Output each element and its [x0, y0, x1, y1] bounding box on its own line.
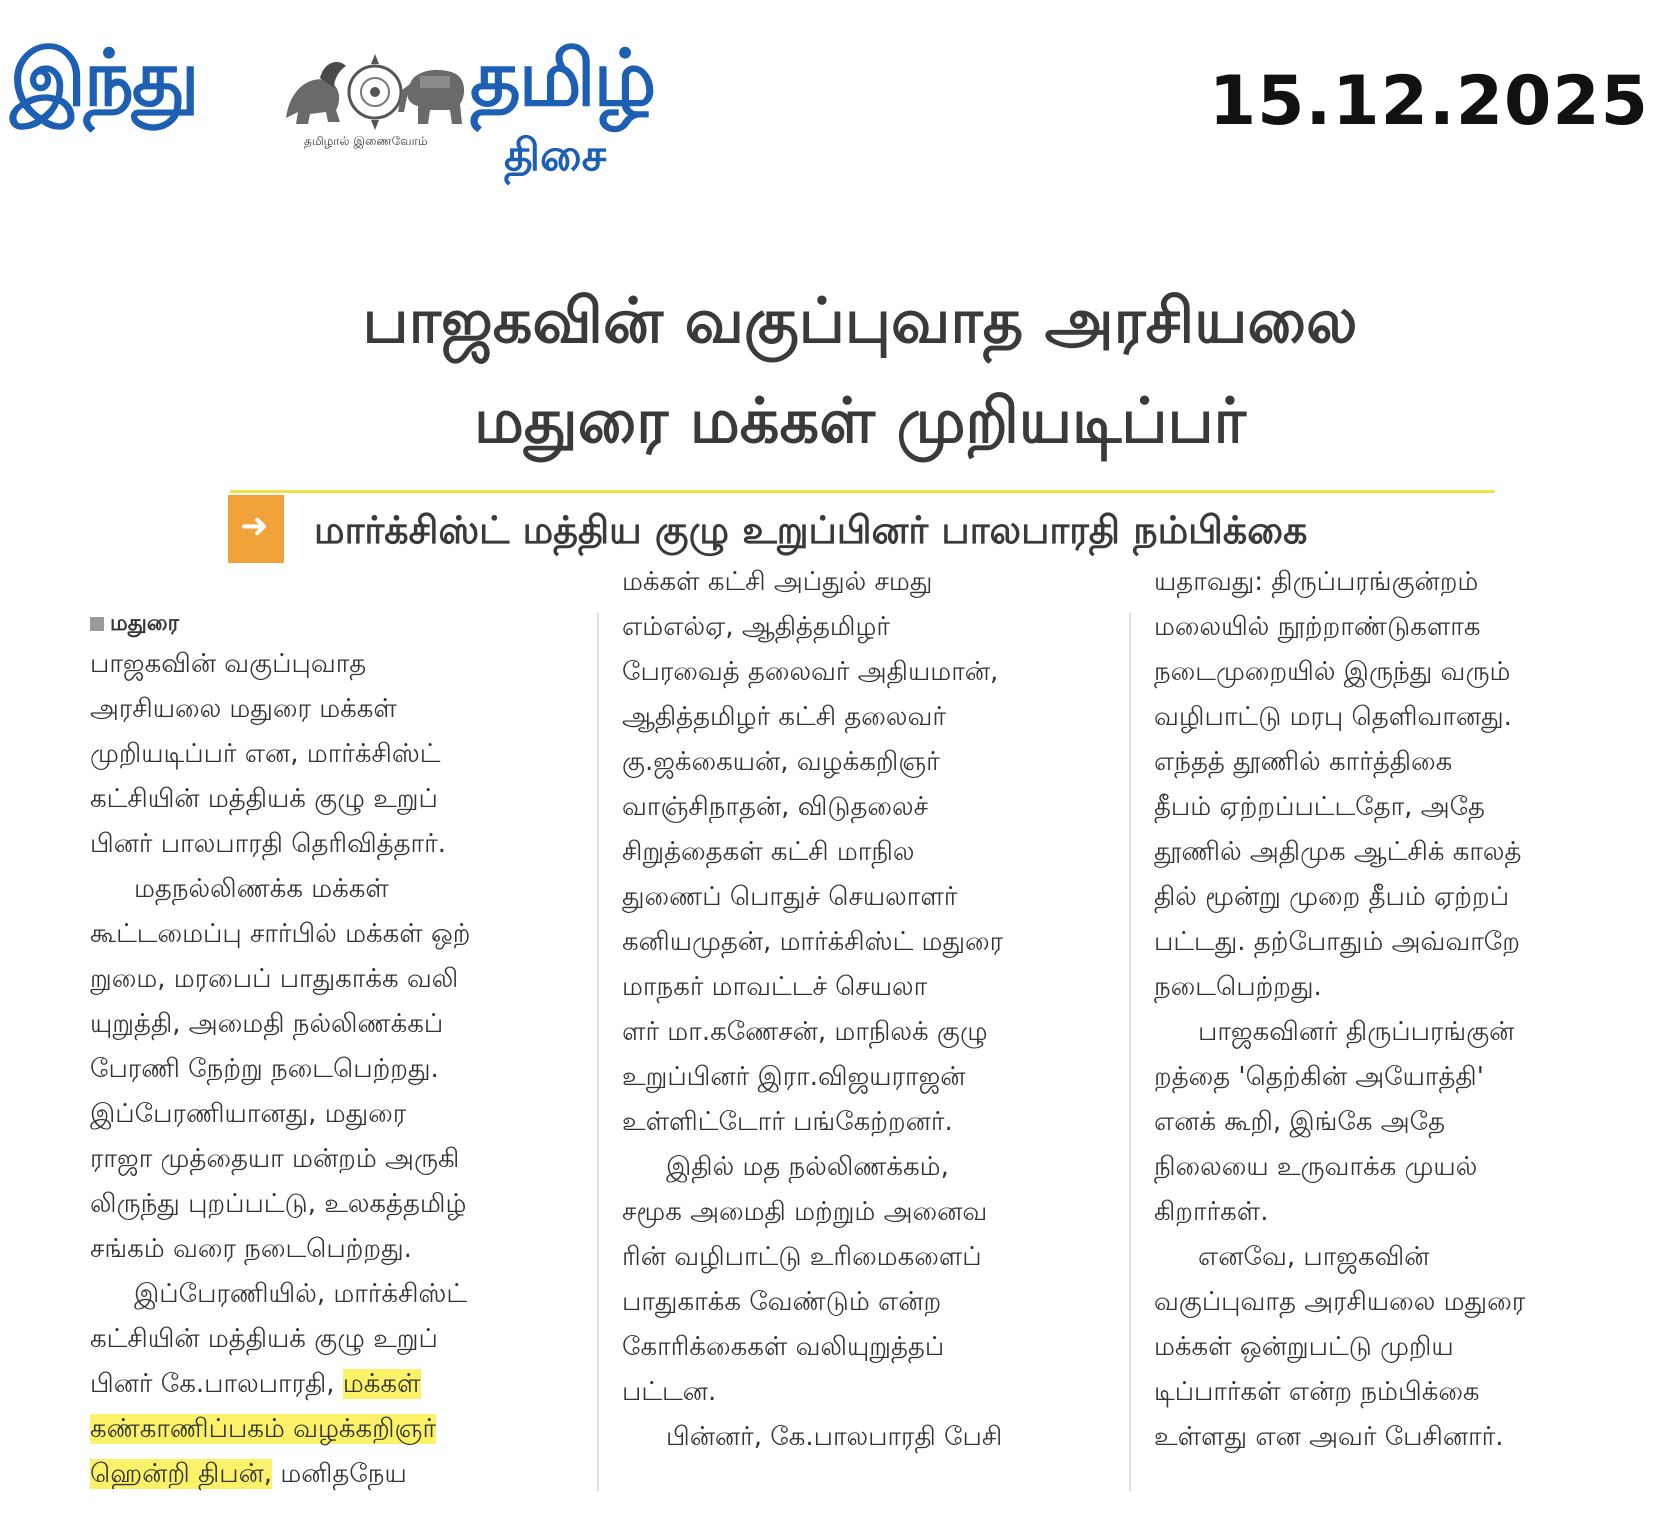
headline-line-1: பாஜகவின் வகுப்புவாத அரசியலை — [362, 284, 1358, 357]
text-line: சிறுத்தைகள் கட்சி மாநில — [622, 837, 915, 867]
dateline: மதுரை — [90, 606, 572, 642]
text-line: உள்ளது என அவர் பேசினார். — [1154, 1422, 1504, 1452]
text-line: நிலையை உருவாக்க முயல் — [1154, 1152, 1478, 1182]
masthead-title-word: இந்து — [10, 34, 198, 124]
text-line: வாஞ்சிநாதன், விடுதலைச் — [622, 792, 929, 822]
text-line: கிறார்கள். — [1154, 1197, 1269, 1227]
text-line: கோரிக்கைகள் வலியுறுத்தப் — [622, 1332, 945, 1362]
text-line: நடைபெற்றது. — [1154, 972, 1322, 1002]
text-line: தில் மூன்று முறை தீபம் ஏற்றப் — [1154, 882, 1510, 912]
text-line: மாநகர் மாவட்டச் செயலா — [622, 972, 928, 1002]
text-line: ஆதித்தமிழர் கட்சி தலைவர் — [622, 702, 946, 732]
text-line: பட்டன. — [622, 1377, 717, 1407]
subhead-arrow-icon: ➜ — [228, 495, 284, 563]
text-line: பாஜகவின் வகுப்புவாத — [90, 649, 367, 679]
text-line: நடைமுறையில் இருந்து வரும் — [1154, 657, 1511, 687]
text-line: பட்டது. தற்போதும் அவ்வாறே — [1154, 927, 1520, 957]
highlighted-text: கண்காணிப்பகம் வழக்கறிஞர் — [90, 1414, 437, 1444]
text-line: ஹென்றி திபன், மனிதநேய — [90, 1459, 407, 1489]
text-line: மதநல்லிணக்க மக்கள் — [134, 874, 389, 904]
text-line: வழிபாட்டு மரபு தெளிவானது. — [1154, 702, 1512, 732]
text-line: மக்கள் ஒன்றுபட்டு முறிய — [1154, 1332, 1454, 1362]
text-line — [90, 1407, 572, 1452]
text-line: எனக் கூறி, இங்கே அதே — [1154, 1107, 1446, 1137]
article-column-2 — [622, 560, 1104, 1460]
text-line: றத்தை 'தெற்கின் அயோத்தி' — [1154, 1062, 1484, 1092]
text-line: கு.ஜக்கையன், வழக்கறிஞர் — [622, 747, 940, 777]
text-line: எனவே, பாஜகவின் — [1198, 1242, 1430, 1272]
text-line: இதில் மத நல்லிணக்கம், — [666, 1152, 949, 1182]
highlighted-text: மக்கள் — [342, 1369, 421, 1399]
column-divider — [597, 612, 599, 1492]
text-line: எம்எல்ஏ, ஆதித்தமிழர் — [622, 612, 890, 642]
text-line: இப்பேரணியில், மார்க்சிஸ்ட் — [134, 1279, 468, 1309]
text-line: டிப்பார்கள் என்ற நம்பிக்கை — [1154, 1377, 1480, 1407]
text-line: ரின் வழிபாட்டு உரிமைகளைப் — [622, 1242, 982, 1272]
text-line: வகுப்புவாத அரசியலை மதுரை — [1154, 1287, 1526, 1317]
text-line: முறியடிப்பர் என, மார்க்சிஸ்ட் — [90, 739, 441, 769]
masthead — [10, 30, 710, 180]
text-line: சமூக அமைதி மற்றும் அனைவ — [622, 1197, 988, 1227]
text-line: அரசியலை மதுரை மக்கள் — [90, 694, 397, 724]
text-line: கட்சியின் மத்தியக் குழு உறுப் — [90, 784, 438, 814]
text-line: றுமை, மரபைப் பாதுகாக்க வலி — [90, 964, 459, 994]
text-line: பேரணி நேற்று நடைபெற்றது. — [90, 1054, 439, 1084]
text-line: ராஜா முத்தையா மன்றம் அருகி — [90, 1144, 460, 1174]
text-line: இப்பேரணியானது, மதுரை — [90, 1099, 407, 1129]
masthead-tagline: தமிழால் இணைவோம் — [304, 134, 428, 148]
headline-rule — [230, 490, 1495, 493]
text-line: மக்கள் கட்சி அப்துல் சமது — [622, 567, 933, 597]
text-line: தூணில் அதிமுக ஆட்சிக் காலத் — [1154, 837, 1522, 867]
subheadline: மார்க்சிஸ்ட் மத்திய குழு உறுப்பினர் பாலபாரதி நம்பிக்கை — [314, 508, 1308, 552]
text-line: பாதுகாக்க வேண்டும் என்ற — [622, 1287, 942, 1317]
text-line: பேரவைத் தலைவர் அதியமான், — [622, 657, 999, 687]
dateline-square-icon — [90, 617, 104, 631]
text-line: பாஜகவினர் திருப்பரங்குன் — [1198, 1017, 1515, 1047]
text-line: பினர் கே.பாலபாரதி, மக்கள் — [90, 1369, 421, 1399]
column-divider — [1129, 612, 1131, 1492]
text-line: கட்சியின் மத்தியக் குழு உறுப் — [90, 1324, 438, 1354]
article-column-3 — [1154, 560, 1636, 1460]
text-line: தீபம் ஏற்றப்பட்டதோ, அதே — [1154, 792, 1485, 822]
text-line: பின்னர், கே.பாலபாரதி பேசி — [666, 1422, 1003, 1452]
text-line: பினர் பாலபாரதி தெரிவித்தார். — [90, 829, 446, 859]
text-line: உறுப்பினர் இரா.விஜயராஜன் — [622, 1062, 966, 1092]
text-line: யுறுத்தி, அமைதி நல்லிணக்கப் — [90, 1009, 444, 1039]
text-line: கனியமுதன், மார்க்சிஸ்ட் மதுரை — [622, 927, 1004, 957]
text-line: உள்ளிட்டோர் பங்கேற்றனர். — [622, 1107, 953, 1137]
text-line: யதாவது: திருப்பரங்குன்றம் — [1154, 567, 1479, 597]
masthead-title-word: தமிழ் — [470, 34, 655, 124]
publication-date: 15.12.2025 — [1208, 62, 1649, 141]
highlighted-text: ஹென்றி திபன், — [90, 1459, 273, 1489]
article-column-1 — [90, 606, 572, 1497]
text-line: துணைப் பொதுச் செயலாளர் — [622, 882, 958, 912]
masthead-title-word: திசை — [504, 130, 607, 181]
headline-line-2: மதுரை மக்கள் முறியடிப்பர் — [473, 384, 1247, 457]
text-line: கூட்டமைப்பு சார்பில் மக்கள் ஒற் — [90, 919, 471, 949]
text-line: ளர் மா.கணேசன், மாநிலக் குழு — [622, 1017, 988, 1047]
masthead-emblem-icon — [280, 48, 470, 132]
text-line: மலையில் நூற்றாண்டுகளாக — [1154, 612, 1481, 642]
text-line: எந்தத் தூணில் கார்த்திகை — [1154, 747, 1453, 777]
text-line: சங்கம் வரை நடைபெற்றது. — [90, 1234, 412, 1264]
text-line: லிருந்து புறப்பட்டு, உலகத்தமிழ் — [90, 1189, 467, 1219]
